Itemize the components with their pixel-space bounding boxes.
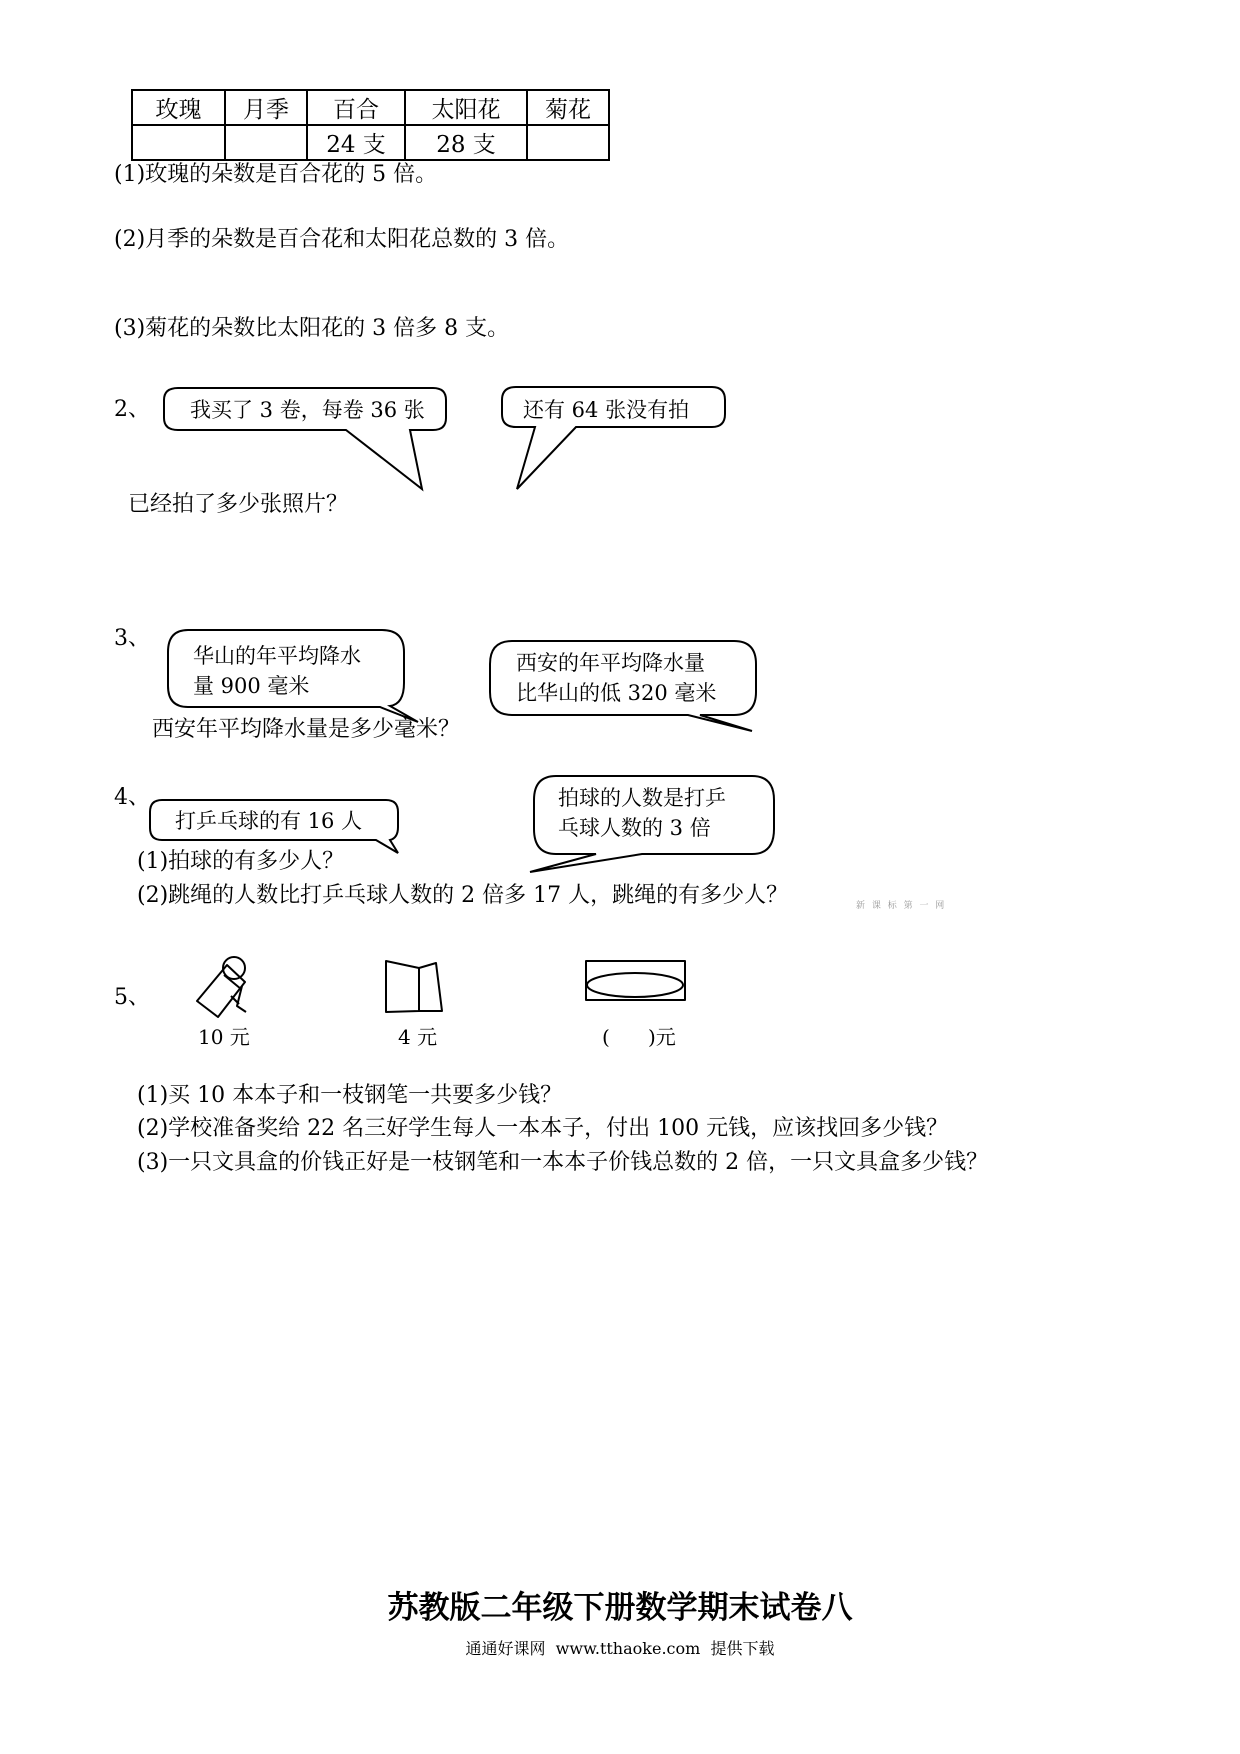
q4-item-2: (2)跳绳的人数比打乒乓球人数的 2 倍多 17 人，跳绳的有多少人？ bbox=[137, 883, 789, 908]
q3-bubble-right-line: 西安的年平均降水量 bbox=[516, 651, 705, 675]
q4-item-1: (1)拍球的有多少人？ bbox=[137, 849, 345, 874]
table-header-cell: 太阳花 bbox=[405, 90, 527, 125]
q4-bubble-right bbox=[558, 783, 726, 844]
q3-bubble-right-line: 比华山的低 320 毫米 bbox=[516, 681, 717, 706]
table-cell: 28 支 bbox=[405, 125, 527, 160]
q3-question: 西安年平均降水量是多少毫米？ bbox=[152, 717, 461, 742]
page-title: 苏教版二年级下册数学期末试卷八 bbox=[387, 1590, 853, 1626]
q1-item-2: (2)月季的朵数是百合花和太阳花总数的 3 倍。 bbox=[114, 227, 570, 252]
q3-bubble-left-line: 量 900 毫米 bbox=[193, 674, 310, 699]
q4-bubble-right-line: 乓球人数的 3 倍 bbox=[558, 816, 711, 841]
table-header-cell: 月季 bbox=[225, 90, 307, 125]
q2-number: 2、 bbox=[114, 397, 150, 422]
q3-bubble-left bbox=[193, 641, 361, 702]
q4-bubble-right-line: 拍球的人数是打乒 bbox=[558, 786, 726, 810]
q5-item-3: (3)一只文具盒的价钱正好是一枝钢笔和一本本子价钱总数的 2 倍，一只文具盒多少钱？ bbox=[137, 1150, 989, 1175]
q5-item-2: (2)学校准备奖给 22 名三好学生每人一本本子，付出 100 元钱，应该找回多少钱？ bbox=[137, 1116, 949, 1141]
q3-bubble-left-line: 华山的年平均降水 bbox=[193, 644, 361, 668]
q1-item-3: (3)菊花的朵数比太阳花的 3 倍多 8 支。 bbox=[114, 316, 510, 341]
q3-bubble-right bbox=[516, 648, 716, 709]
footer-credit: 通通好课网 www.tthaoke.com 提供下载 bbox=[465, 1639, 775, 1658]
q2-bubble-left-text: 我买了 3 卷，每卷 36 张 bbox=[190, 398, 425, 422]
q1-item-1: (1)玫瑰的朵数是百合花的 5 倍。 bbox=[114, 162, 438, 187]
q4-number: 4、 bbox=[114, 785, 150, 810]
pencil-box-price: ( )元 bbox=[602, 1025, 676, 1049]
pen-icon bbox=[197, 957, 246, 1017]
q3-number: 3、 bbox=[114, 626, 150, 651]
q2-bubble-right-text: 还有 64 张没有拍 bbox=[523, 398, 690, 422]
table-cell: 24 支 bbox=[307, 125, 405, 160]
pencil-box-icon bbox=[586, 961, 685, 1000]
table-header-cell: 菊花 bbox=[527, 90, 609, 125]
pen-price: 10 元 bbox=[198, 1025, 250, 1049]
watermark: 新 课 标 第 一 网 bbox=[856, 901, 947, 911]
table-header-cell: 百合 bbox=[307, 90, 405, 125]
q4-bubble-left-text: 打乒乓球的有 16 人 bbox=[175, 809, 363, 833]
q2-question: 已经拍了多少张照片？ bbox=[128, 492, 349, 517]
q5-number: 5、 bbox=[114, 985, 150, 1010]
q5-item-1: (1)买 10 本本子和一枝钢笔一共要多少钱？ bbox=[137, 1083, 563, 1108]
table-header-cell: 玫瑰 bbox=[132, 90, 225, 125]
notebook-price: 4 元 bbox=[398, 1025, 438, 1049]
notebook-icon bbox=[386, 961, 442, 1012]
